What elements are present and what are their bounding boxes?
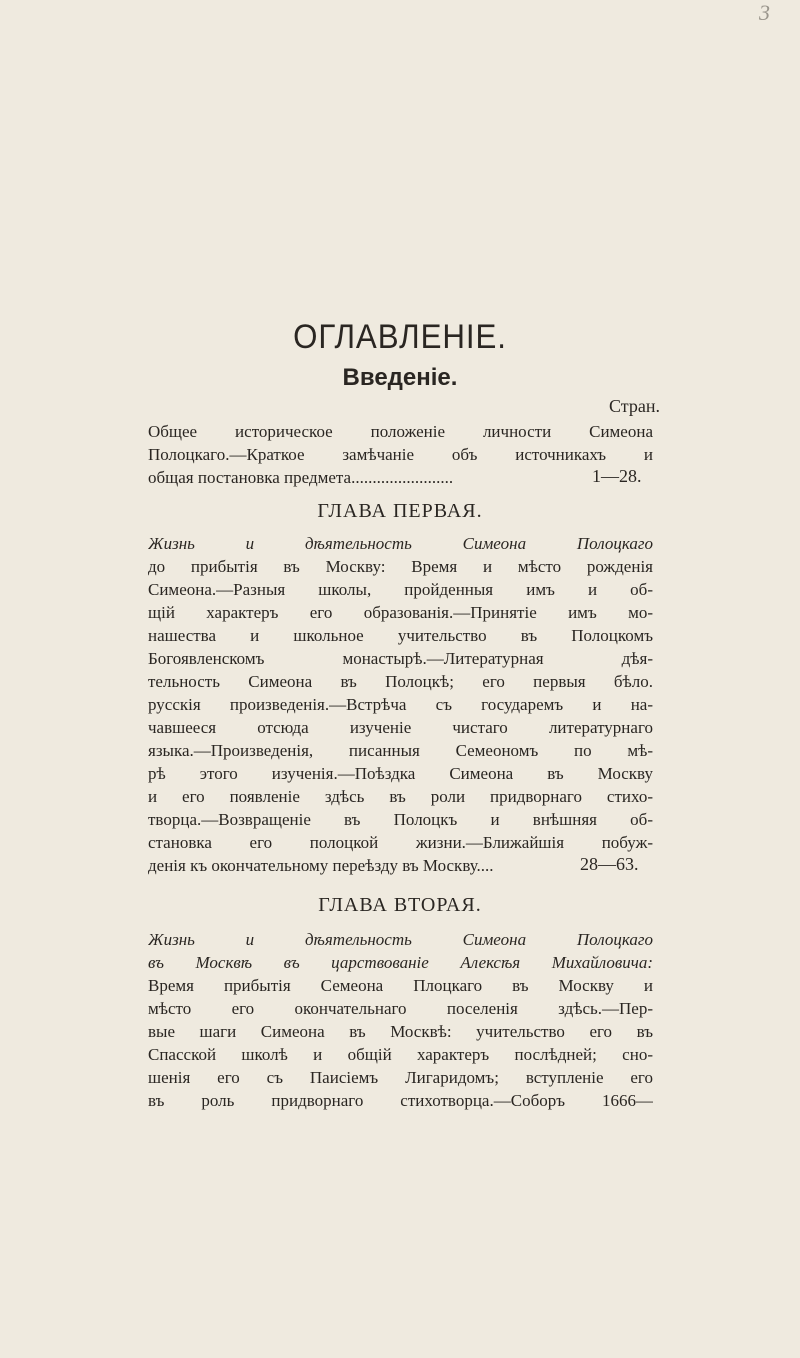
- text-line: Общее историческое положеніе личности Симеона: [148, 422, 653, 441]
- chapter-one-pages: 28—63.: [580, 854, 639, 874]
- text-line: шенія его съ Паисіемъ Лигаридомъ; вступленіе его: [148, 1068, 653, 1087]
- introduction-heading: Введеніе.: [342, 364, 458, 391]
- text-line: Спасской школѣ и общій характеръ послѣдней; сно-: [148, 1045, 653, 1064]
- introduction-entry: [148, 420, 653, 489]
- text-line: Жизнь и дѣятельность Симеона Полоцкаго: [148, 930, 653, 949]
- text-line: творца.—Возвращеніе въ Полоцкъ и внѣшняя об-: [148, 810, 653, 829]
- text-line: нашества и школьное учительство въ Полоцкомъ: [148, 626, 653, 645]
- chapter-two-entry: [148, 928, 653, 1112]
- text-line: рѣ этого изученія.—Поѣздка Симеона въ Москву: [148, 764, 653, 783]
- text-line: Время прибытія Семеона Плоцкаго въ Москву и: [148, 976, 653, 995]
- text-line: тельность Симеона въ Полоцкѣ; его первыя бѣло.: [148, 672, 653, 691]
- text-line: мѣсто его окончательнаго поселенія здѣсь.—Пер-: [148, 999, 653, 1018]
- text-line: Жизнь и дѣятельность Симеона Полоцкаго: [148, 534, 653, 553]
- pages-column-label: Стран.: [609, 396, 660, 416]
- text-line: щій характеръ его образованія.—Принятіе имъ мо-: [148, 603, 653, 622]
- chapter-one-heading: ГЛАВА ПЕРВАЯ.: [317, 500, 483, 522]
- introduction-pages: 1—28.: [592, 466, 642, 486]
- text-line: до прибытія въ Москву: Время и мѣсто рожденія: [148, 557, 653, 576]
- text-line: въ роль придворнаго стихотворца.—Соборъ 1666—: [148, 1091, 653, 1110]
- text-line: и его появленіе здѣсь въ роли придворнаго стихо-: [148, 787, 653, 806]
- chapter-one-entry: [148, 532, 653, 877]
- chapter-two-heading: ГЛАВА ВТОРАЯ.: [318, 894, 482, 916]
- page-title: ОГЛАВЛЕНІЕ.: [293, 318, 507, 356]
- text-line: русскія произведенія.—Встрѣча съ государемъ и на-: [148, 695, 653, 714]
- text-line: языка.—Произведенія, писанныя Семеономъ по мѣ-: [148, 741, 653, 760]
- text-line: вые шаги Симеона въ Москвѣ: учительство его въ: [148, 1022, 653, 1041]
- text-line: чавшееся отсюда изученіе чистаго литературнаго: [148, 718, 653, 737]
- page-number: 3: [759, 0, 770, 25]
- text-line: общая постановка предмета........................: [148, 468, 454, 487]
- text-line: Симеона.—Разныя школы, пройденныя имъ и об-: [148, 580, 653, 599]
- text-line: становка его полоцкой жизни.—Ближайшія побуж-: [148, 833, 653, 852]
- text-line: денія къ окончательному переѣзду въ Москву....: [148, 856, 494, 875]
- text-line: Полоцкаго.—Краткое замѣчаніе объ источникахъ и: [148, 445, 653, 464]
- text-line: въ Москвѣ въ царствованіе Алексѣя Михайловича:: [148, 953, 653, 972]
- text-line: Богоявленскомъ монастырѣ.—Литературная дѣя-: [148, 649, 653, 668]
